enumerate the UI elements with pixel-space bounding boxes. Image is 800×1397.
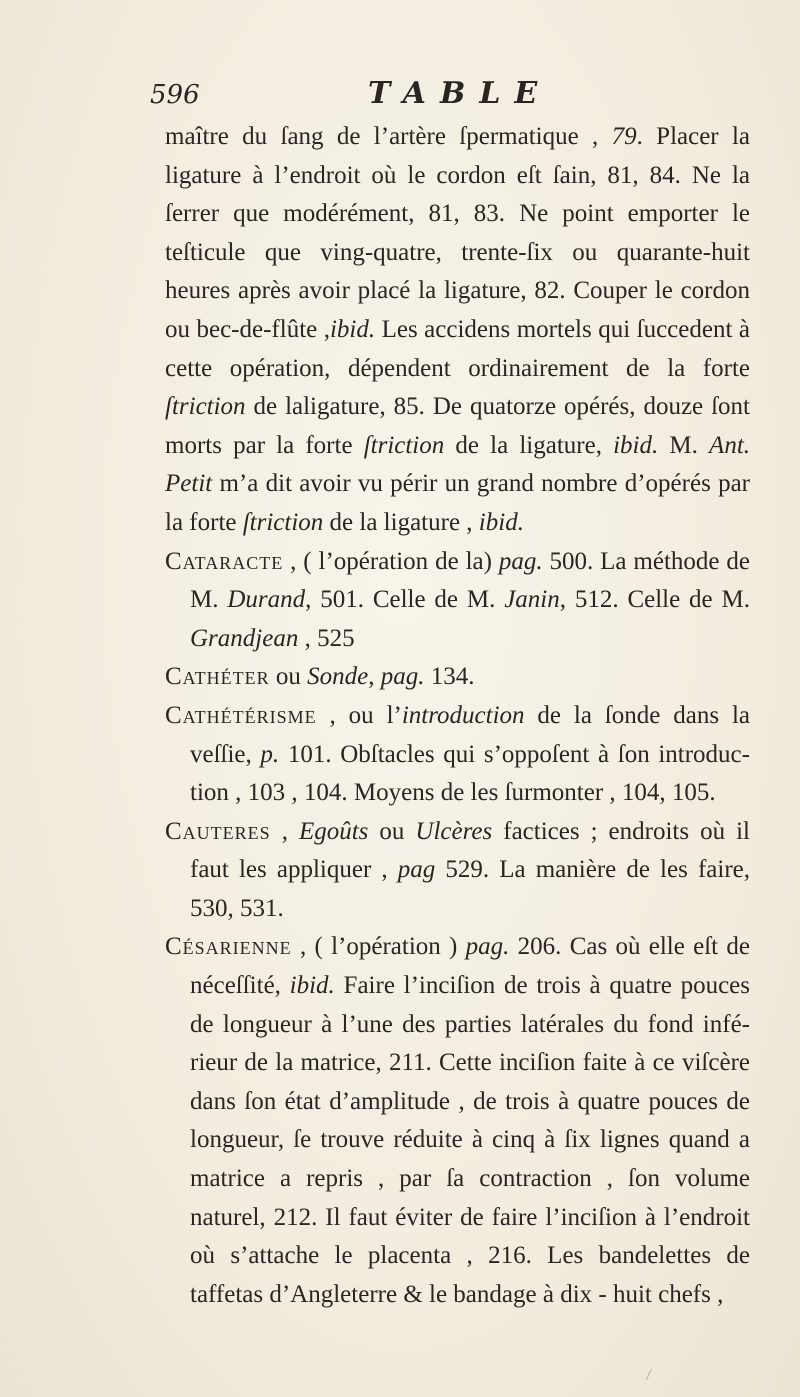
paper-mark <box>646 1369 659 1384</box>
index-text <box>165 118 750 1314</box>
entry-term: Cathétérisme <box>165 701 317 729</box>
index-entry-continuation: maître du ſang de l’artère ſpermatique , 79. Placer la ligature à l’endroit où le cordon eſt ſain, 81, 84. Ne la ſerrer que modérément, 81, 83. Ne point emporter le teſticule que ving-quatre, trente-ſix ou quarante-huit heures après avoir placé la ligature, 82. Couper le cordon ou bec-de-flûte ,ibid. Les accidens mortels qui ſuccedent à cette opération, dépendent ordinairement de la forte ſtriction de laligature, 85. De quatorze opérés, douze ſont morts par la forte ſtriction de la ligature, ibid. M. Ant. Petit m’a dit avoir vu périr un grand nombre d’opérés par la forte ſtriction de la ligature , ibid. <box>165 123 751 536</box>
entry-term: Cathéter <box>165 663 270 691</box>
index-entry-cataracte: Cataracte , ( l’opération de la) pag. 500. La méthode de M. Durand, 501. Celle de M. Janin, 512. Celle de M. Grandjean , 525 <box>165 547 750 652</box>
entry-term: Cauteres <box>165 817 271 845</box>
page-number: 596 <box>150 80 200 110</box>
entry-term: Césarienne <box>165 933 292 961</box>
running-title: TABLE <box>368 76 552 111</box>
index-entry-cauteres: Cauteres , Egoûts ou Ulcères factices ; endroits où il faut les appliquer , pag 529. La manière de les faire, 530, 531. <box>165 817 750 922</box>
entry-term: Cataracte <box>165 547 284 575</box>
index-entry-catheter: Cathéter ou Sonde, pag. 134. <box>165 663 475 691</box>
page-header <box>150 76 750 116</box>
index-entry-cesarienne: Césarienne , ( l’opération ) pag. 206. Cas où elle eſt de néceſſité, ibid. Faire l’inciſion de trois à quatre pouces de longueur à l’une des parties latérales du fond inférieur de la matrice, 211. Cette inciſion faite à ce viſcère dans ſon état d’amplitude , de trois à quatre pouces de longueur, ſe trouve réduite à cinq à ſix lignes quand a matrice a repris , par ſa contraction , ſon volume naturel, 212. Il faut éviter de faire l’inciſion à l’endroit où s’attache le placenta , 216. Les bandelettes de taffetas d’Angleterre & le bandage à dix - huit chefs , <box>165 933 750 1308</box>
index-entry-catheterisme: Cathétérisme , ou l’introduction de la ſonde dans la veſſie, p. 101. Obſtacles qui s’oppoſent à ſon introduction , 103 , 104. Moyens de les ſurmonter , 104, 105. <box>165 701 750 807</box>
